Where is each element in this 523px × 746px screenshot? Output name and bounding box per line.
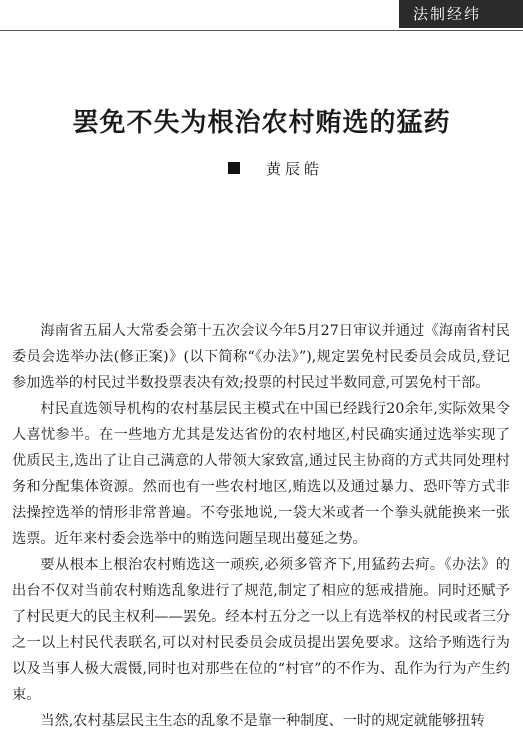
paragraph: 海南省五届人大常委会第十五次会议今年5月27日审议并通过《海南省村民委员会选举办法(修正案)》(以下简称“《办法》”),规定罢免村民委员会成员,登记参加选举的村民过半数投票表决有效;投票的村民过半数同意,可罢免村干部。	[12, 323, 510, 391]
header-rule	[0, 30, 523, 31]
section-label: 法制经纬	[399, 0, 523, 28]
bullet-square-icon	[228, 162, 240, 174]
paragraph: 村民直选领导机构的农村基层民主模式在中国已经践行20余年,实际效果令人喜忧参半。在一些地方尤其是发达省份的农村地区,村民确实通过选举实现了优质民主,选出了让自己满意的人带领大家致富,通过民主协商的方式共同处理村务和分配集体资源。然而也有一些农村地区,贿选以及通过暴力、恐吓等方式非法操控选举的情形非常普遍。不夸张地说,一袋大米或者一个拳头就能换来一张选票。近年来村委会选举中的贿选问题呈现出蔓延之势。	[12, 401, 510, 547]
paragraph: 要从根本上根治农村贿选这一顽疾,必须多管齐下,用猛药去疴。《办法》的出台不仅对当前农村贿选乱象进行了规范,制定了相应的惩戒措施。同时还赋予了村民更大的民主权利——罢免。经本村五分之一以上有选举权的村民或者三分之一以上村民代表联名,可以对村民委员会成员提出罢免要求。这给予贿选行为以及当事人极大震慑,同时也对那些在位的“村官”的不作为、乱作为行为产生约束。	[12, 557, 510, 703]
author-name: 黄辰皓	[266, 159, 324, 178]
byline	[228, 158, 323, 178]
paragraph: 当然,农村基层民主生态的乱象不是靠一种制度、一时的规定就能够扭转	[40, 713, 485, 729]
article-body	[12, 318, 510, 734]
article-title: 罢免不失为根治农村贿选的猛药	[72, 108, 451, 138]
